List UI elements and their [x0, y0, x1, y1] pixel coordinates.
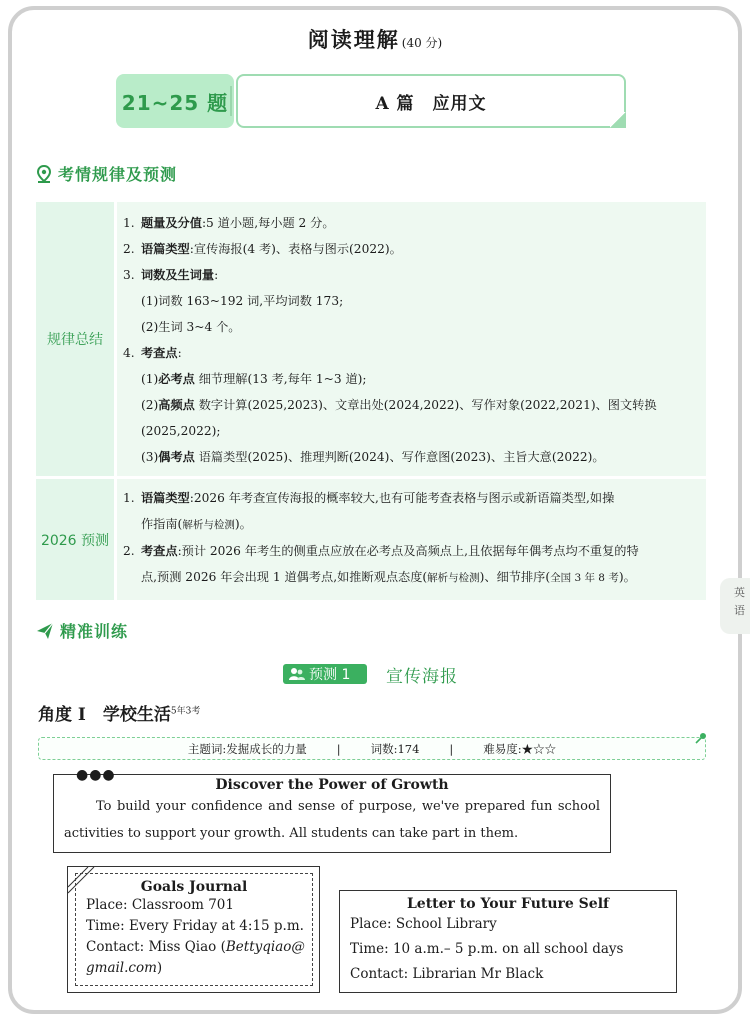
prediction-line: 2. 考查点:预计 2026 年考生的侧重点应放在必考点及高频点上,且依据每年偶考点均不重复的特 [123, 544, 639, 558]
prediction-line: 1. 语篇类型:2026 年考查宣传海报的概率较大,也有可能考查表格与图示或新语篇类型,如操 [123, 491, 615, 505]
part-title-box [236, 74, 626, 128]
dots-decoration: ●●● [76, 767, 116, 783]
goals-inner [75, 873, 313, 986]
section-heading-exam-analysis [36, 162, 177, 185]
prediction-body [117, 479, 706, 600]
summary-body [117, 202, 706, 476]
divider: | [336, 741, 341, 756]
meta-difficulty: 难易度:★☆☆ [483, 741, 557, 756]
prediction-line: 点,预测 2026 年会出现 1 道偶考点,如推断观点态度(解析与检测)、细节排序(全国 3 年 8 考)。 [141, 570, 636, 584]
poster-intro-box [53, 767, 611, 853]
summary-line: (1)词数 163~192 词,平均词数 173; [141, 294, 344, 308]
meta-theme: 主题词:发掘成长的力量 [187, 741, 307, 756]
prediction-label: 2026 预测 [36, 479, 114, 600]
summary-line: (3)偶考点 语篇类型(2025)、推理判断(2024)、写作意图(2023)、主旨大意(2022)。 [141, 450, 605, 464]
poster-intro: To build your confidence and sense of purpose, we've prepared fun school activities to support your growth. All students can take part in them. [64, 799, 600, 841]
letter-place: Place: School Library [350, 916, 497, 932]
summary-line: (2)生词 3~4 个。 [141, 320, 241, 334]
paper-plane-icon [36, 622, 54, 640]
section-heading-text: 精准训练 [60, 622, 129, 641]
side-tab[interactable]: 英 语 [720, 578, 750, 634]
angle-heading: 角度 I 学校生活$^{5年3考}$ [38, 705, 201, 725]
predict-badge-text: 预测 1 [309, 667, 351, 683]
goals-place: Place: Classroom 701 [86, 897, 234, 913]
goals-contact: Contact: Miss Qiao (Bettyqiao@ [86, 939, 305, 955]
summary-line: 2. 语篇类型:宣传海报(4 考)、表格与图示(2022)。 [123, 242, 402, 256]
summary-line: (1)必考点 细节理解(13 考,每年 1~3 道); [141, 372, 367, 386]
divider: | [449, 741, 454, 756]
pin-icon [695, 732, 707, 744]
summary-line: 1. 题量及分值:5 道小题,每小题 2 分。 [123, 216, 335, 230]
section-heading-training [36, 619, 128, 642]
predict-badge [283, 664, 367, 684]
letter-title: Letter to Your Future Self [406, 896, 610, 912]
summary-row [36, 202, 706, 476]
question-range-badge: 21~25 题 [116, 74, 234, 128]
section-heading-text: 考情规律及预测 [58, 165, 178, 184]
part-title: A 篇 应用文 [375, 93, 487, 114]
goals-time: Time: Every Friday at 4:15 p.m. [86, 918, 304, 934]
letter-future-self-box [339, 890, 677, 993]
summary-line: (2025,2022); [141, 424, 221, 438]
letter-contact: Contact: Librarian Mr Black [350, 966, 544, 982]
summary-line: 3. 词数及生词量: [123, 268, 219, 282]
summary-line: (2)高频点 数字计算(2025,2023)、文章出处(2024,2022)、写作对象(2022,2021)、图文转换 [141, 398, 657, 412]
meta-bar [38, 737, 706, 760]
letter-time: Time: 10 a.m.– 5 p.m. on all school days [350, 941, 624, 957]
poster-title: Discover the Power of Growth [215, 777, 449, 793]
meta-words: 词数:174 [370, 741, 420, 756]
page-title-score: (40 分) [401, 36, 443, 50]
prediction-line: 作指南(解析与检测)。 [141, 517, 252, 531]
summary-line: 4. 考查点: [123, 346, 182, 360]
location-pin-icon [36, 165, 52, 183]
goals-contact-cont: gmail.com) [86, 960, 163, 976]
people-icon [289, 667, 305, 681]
fold-corner [610, 112, 626, 128]
page-title [0, 24, 750, 54]
goals-journal-box [67, 866, 320, 993]
angle-superscript: 5年3考 [170, 706, 201, 717]
prediction-row [36, 479, 706, 600]
analysis-table [36, 202, 706, 600]
summary-label: 规律总结 [36, 202, 114, 476]
predict-title: 宣传海报 [386, 667, 458, 687]
page-title-main: 阅读理解 [307, 27, 400, 52]
goals-title: Goals Journal [140, 879, 248, 895]
